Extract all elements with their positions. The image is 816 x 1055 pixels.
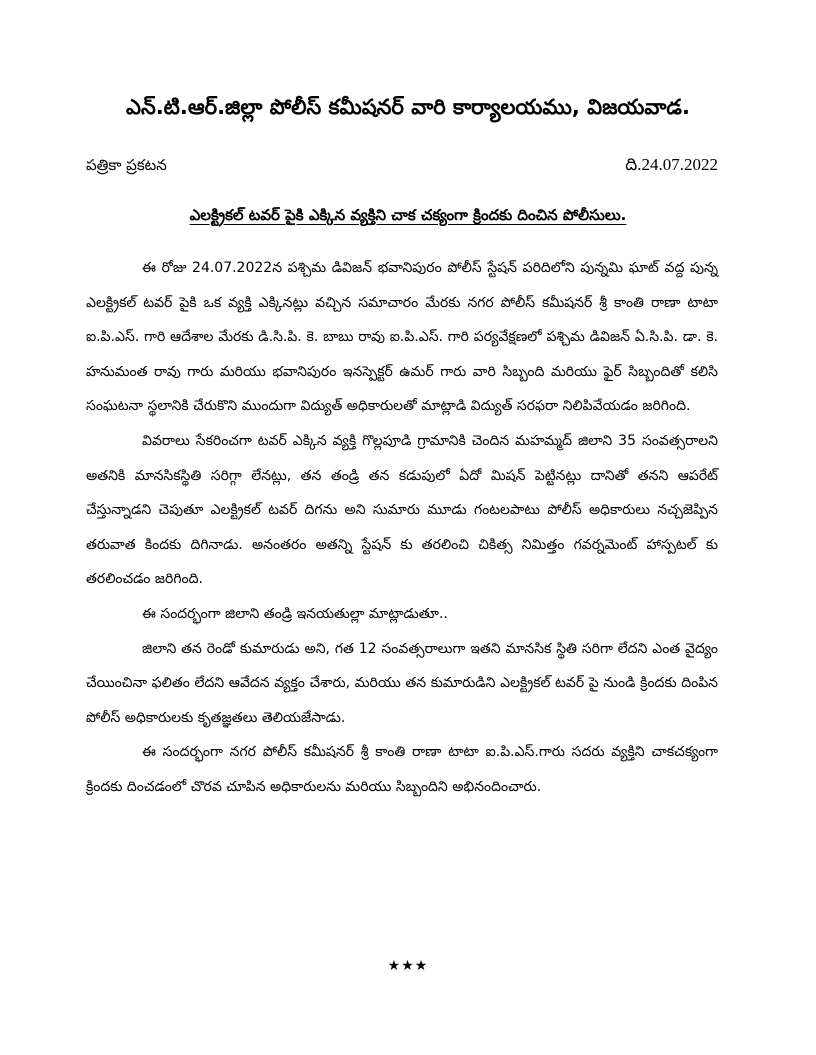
news-headline-text: ఎలక్ట్రికల్ టవర్ పైకి ఎక్కిన వ్యక్తిని చాక చక్యంగా క్రిందకు దించిన పోలీసులు.: [189, 206, 627, 224]
news-headline: [170, 203, 646, 227]
release-date: ది.24.07.2022: [625, 155, 718, 174]
paragraph-father-intro: ఈ సందర్భంగా జిలాని తండ్రి ఇనయతుల్లా మాట్లాడుతూ..: [142, 605, 448, 622]
meta-row: [86, 152, 718, 178]
press-release-label: పత్రికా ప్రకటన: [86, 156, 167, 174]
office-title: ఎన్.టి.ఆర్.జిల్లా పోలీస్ కమీషనర్ వారి కార్యాలయము, విజయవాడ.: [126, 95, 690, 119]
paragraph-incident: ఈ రోజు 24.07.2022న పశ్చిమ డివిజన్ భవానిపురం పోలీస్ స్టేషన్ పరిదిలోని పున్నమి ఘాట్ వద్ద పున్న ఎలక్ట్రికల్ టవర్ పైకి ఒక వ్యక్తి ఎక్కినట్లు వచ్చిన సమాచారం మేరకు నగర పోలీస్ కమీషనర్ శ్రీ కాంతి రాణా టాటా ఐ.పి.ఎస్. గారి ఆదేశాల మేరకు డి.సి.పి. కె. బాబు రావు ఐ.పి.ఎస్. గారి పర్యవేక్షణలో పశ్చిమ డివిజన్ ఏ.సి.పి. డా. కె. హనుమంత రావు గారు మరియు భవానిపురం ఇనస్పెక్టర్ ఉమర్ గారు వారి సిబ్బంది మరియు ఫైర్ సిబ్బందితో కలిసి సంఘటనా స్థలానికి చేరుకొని ముందుగా విద్యుత్ అధికారులతో మాట్లాడి విద్యుత్ సరఫరా నిలిపివేయడం జరిగింది.: [86, 260, 718, 415]
article-body: [86, 251, 718, 805]
paragraph-commissioner: ఈ సందర్భంగా నగర పోలీస్ కమీషనర్ శ్రీ కాంతి రాణా టాటా ఐ.పి.ఎస్.గారు సదరు వ్యక్తిని చాకచక్యంగా క్రిందకు దించడంలో చొరవ చూపిన అధికారులను మరియు సిబ్బందిని అభినందించారు.: [86, 744, 718, 795]
paragraph-father-statement: జిలాని తన రెండో కుమారుడు అని, గత 12 సంవత్సరాలుగా ఇతని మానసిక స్థితి సరిగా లేదని ఎంత వైద్యం చేయించినా ఫలితం లేదని ఆవేదన వ్యక్తం చేశారు, మరియు తన కుమారుడిని ఎలక్ట్రికల్ టవర్ పై నుండి క్రిందకు దింపిన పోలీస్ అధికారులకు కృతజ్ఞతలు తెలియజేసాడు.: [86, 640, 718, 726]
end-mark: ★★★: [387, 958, 429, 974]
paragraph-details: వివరాలు సేకరించగా టవర్ ఎక్కిన వ్యక్తి గొల్లపూడి గ్రామానికి చెందిన మహమ్మద్ జిలాని 35 సంవత్సరాలని అతనికి మానసికస్థితి సరిగ్గా లేనట్లు, తన తండ్రి తన కడుపులో ఏదో మిషన్ పెట్టినట్లు దానితో తనని ఆపరేట్ చేస్తున్నాడని చెపుతూ ఎలక్ట్రికల్ టవర్ దిగను అని సుమారు మూడు గంటలపాటు పోలీస్ అధికారులు నచ్చజెప్పిన తరువాత కిందకు దిగినాడు. అనంతరం అతన్ని స్టేషన్ కు తరలించి చికిత్స నిమిత్తం గవర్నమెంట్ హాస్పటల్ కు తరలించడం జరిగింది.: [86, 432, 718, 588]
